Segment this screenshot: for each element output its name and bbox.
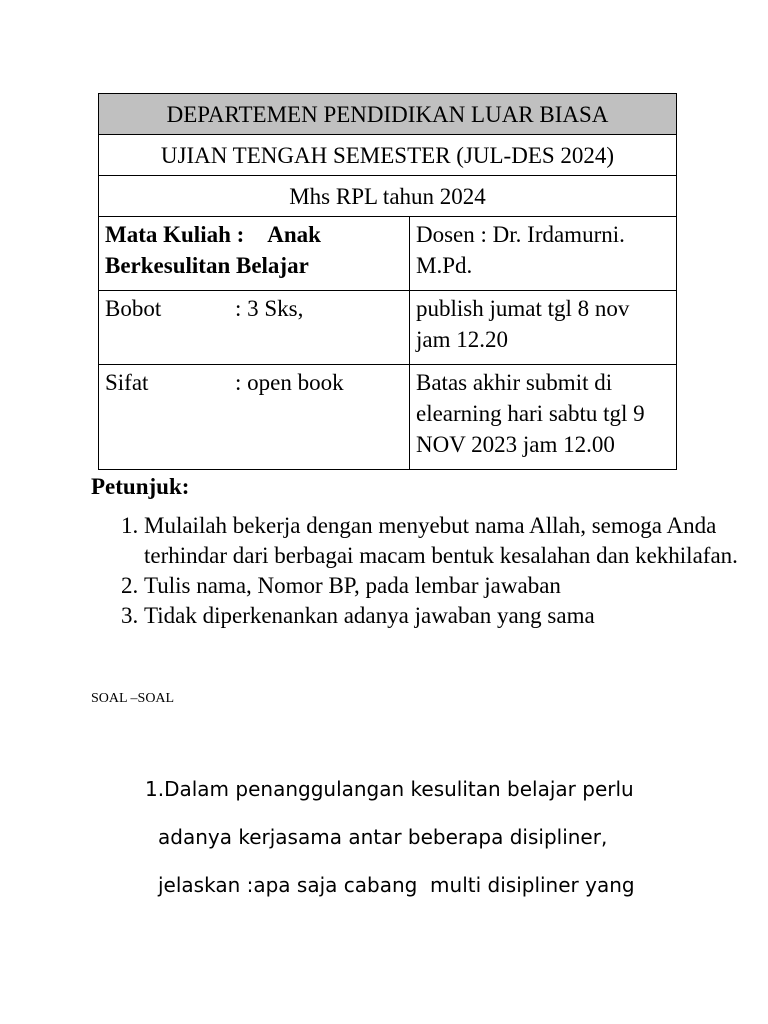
student-group: Mhs RPL tahun 2024: [99, 176, 677, 217]
instruction-item: 2. Tulis nama, Nomor BP, pada lembar jawaban: [144, 571, 744, 601]
question-1-line1: 1.Dalam penanggulangan kesulitan belajar perlu: [145, 777, 634, 801]
instructions-list: [91, 511, 744, 631]
questions-section-label: SOAL –SOAL: [91, 691, 175, 706]
weight-cell: [99, 291, 410, 365]
deadline-line2: elearning hari sabtu tgl 9: [416, 401, 645, 426]
question-1-line3: jelaskan :apa saja cabang multi disipliner yang: [158, 873, 635, 897]
deadline-cell: [410, 365, 677, 470]
exam-title: UJIAN TENGAH SEMESTER (JUL-DES 2024): [99, 135, 677, 176]
nature-value: : open book: [235, 370, 344, 395]
lecturer-line2: M.Pd.: [416, 253, 473, 278]
deadline-line1: Batas akhir submit di: [416, 370, 613, 395]
lecturer-cell: [410, 217, 677, 291]
deadline-line3: NOV 2023 jam 12.00: [416, 432, 615, 457]
course-name-part2: Berkesulitan Belajar: [105, 253, 309, 278]
nature-label: Sifat: [105, 370, 149, 395]
nature-cell: [99, 365, 410, 470]
publish-cell: [410, 291, 677, 365]
exam-header-table: [98, 93, 677, 470]
question-1-line2: adanya kerjasama antar beberapa disipliner,: [158, 825, 608, 849]
weight-value: : 3 Sks,: [235, 296, 304, 321]
course-cell: [99, 217, 410, 291]
instructions-title: Petunjuk:: [91, 474, 190, 499]
publish-line2: jam 12.20: [416, 327, 508, 352]
instruction-item: 3. Tidak diperkenankan adanya jawaban yang sama: [144, 601, 744, 631]
department-title: DEPARTEMEN PENDIDIKAN LUAR BIASA: [99, 94, 677, 135]
course-label: Mata Kuliah :: [105, 222, 245, 247]
weight-label: Bobot: [105, 296, 162, 321]
lecturer-line1: Dosen : Dr. Irdamurni.: [416, 222, 625, 247]
publish-line1: publish jumat tgl 8 nov: [416, 296, 630, 321]
question-1: [145, 765, 635, 909]
course-name-part1: Anak: [267, 222, 321, 247]
instruction-item: 1. Mulailah bekerja dengan menyebut nama Allah, semoga Anda terhindar dari berbagai macam bentuk kesalahan dan kekhilafan.: [144, 511, 744, 571]
